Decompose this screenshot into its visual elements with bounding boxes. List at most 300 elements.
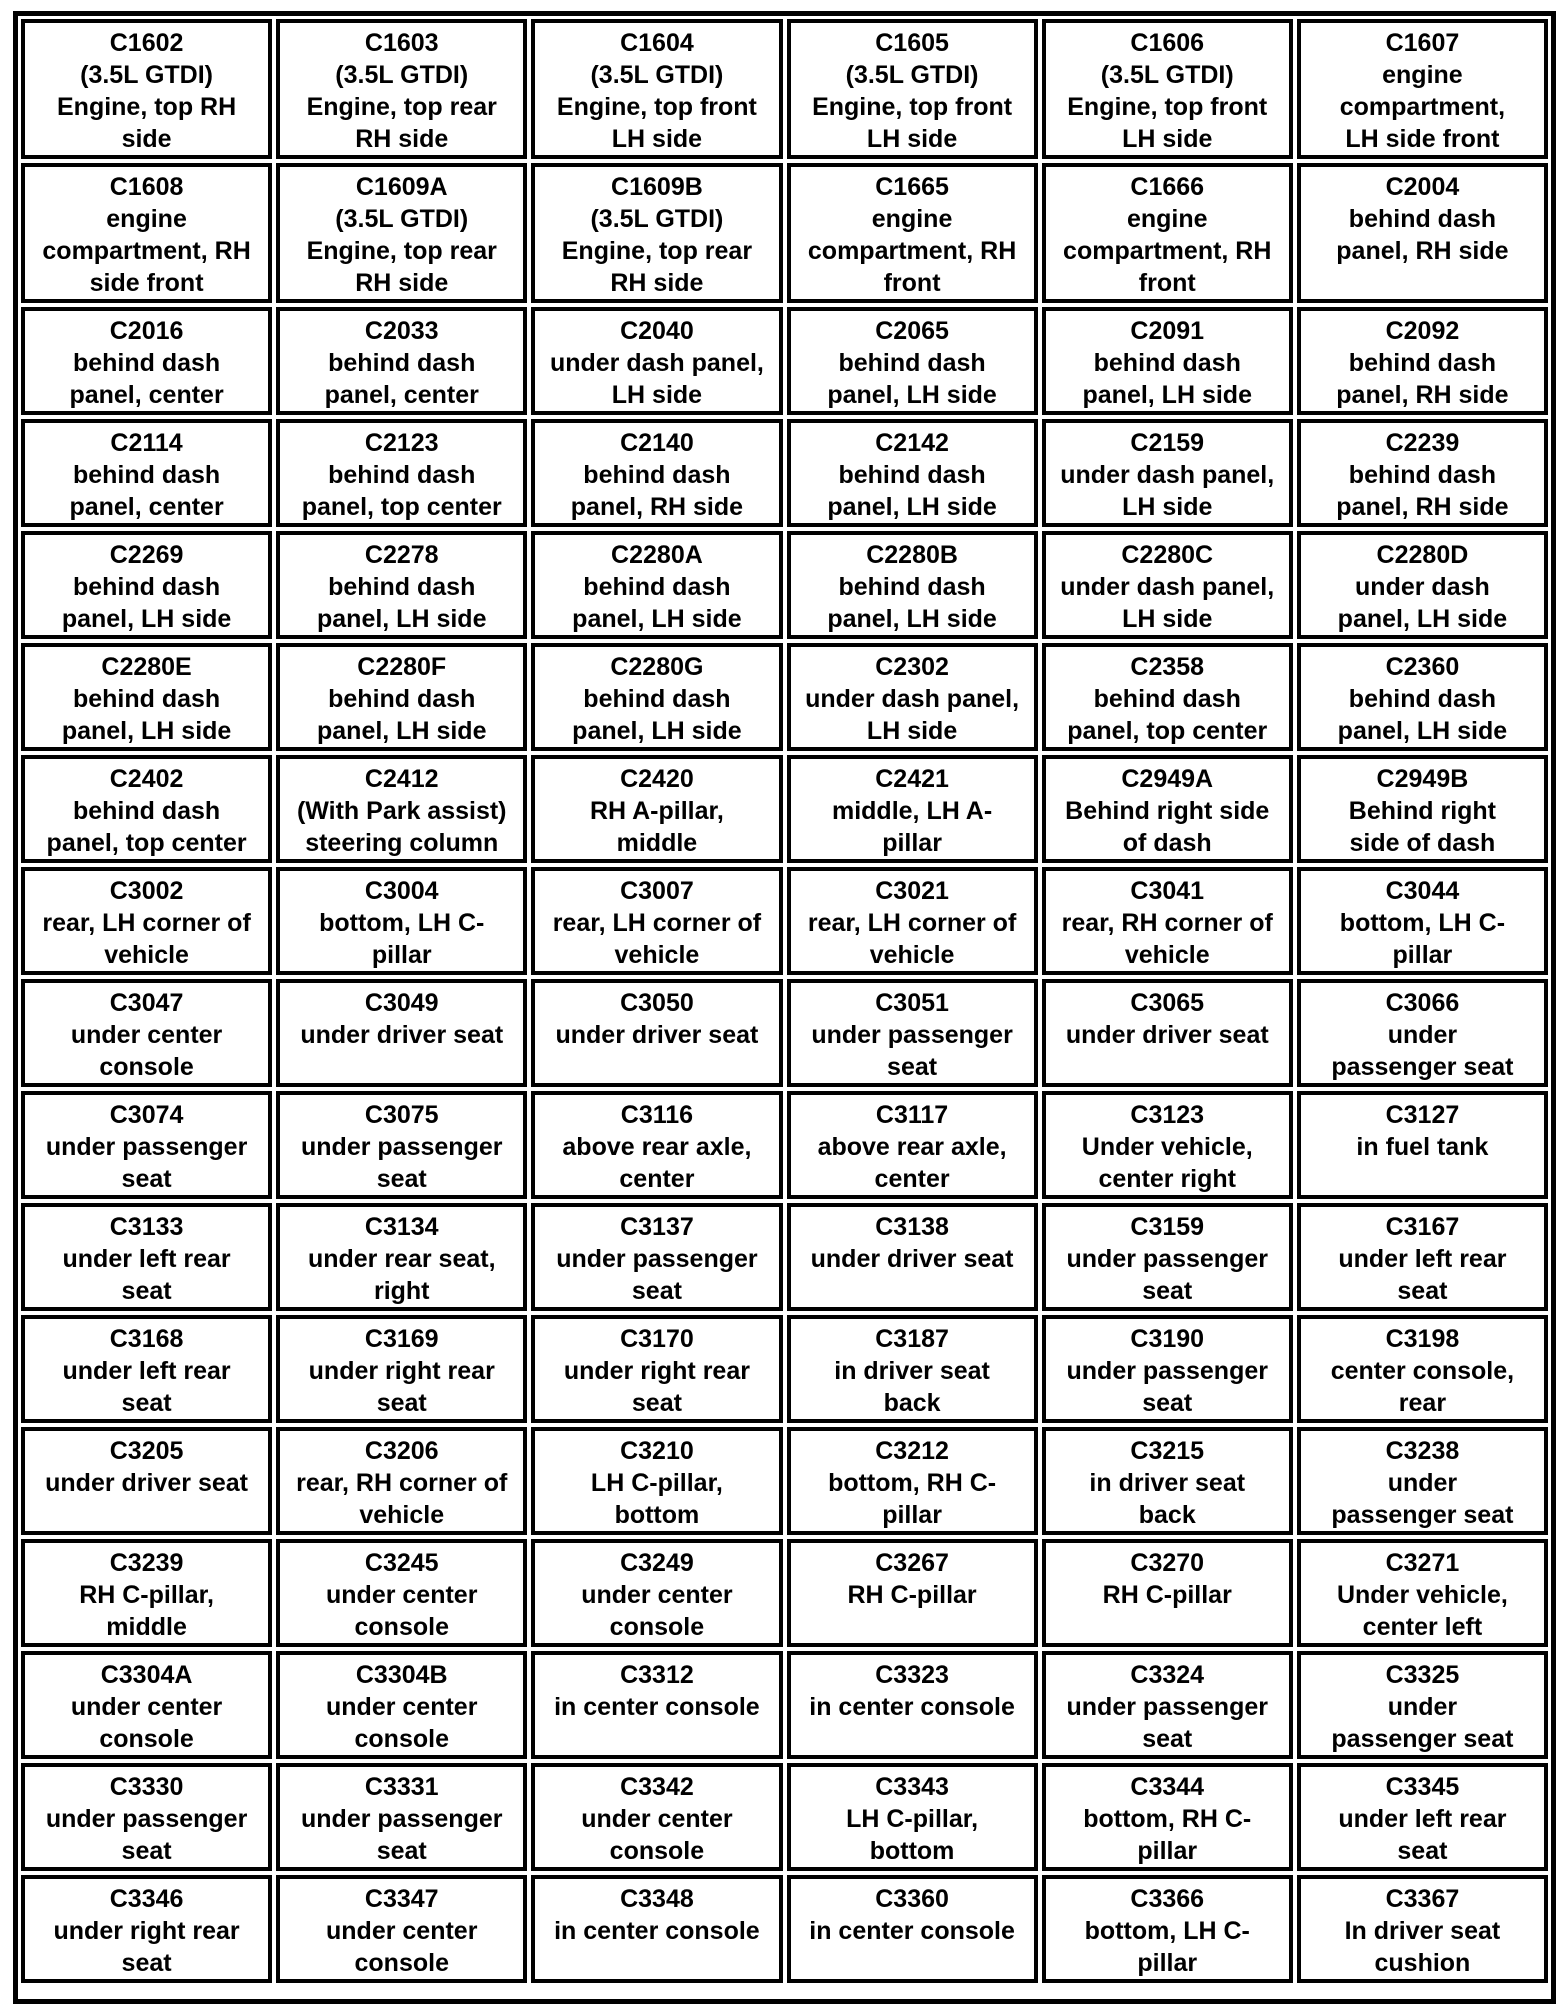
connector-location-text: behind dash — [838, 349, 986, 377]
connector-location-text: in center console — [809, 1917, 1015, 1945]
connector-id: C3330 — [109, 1773, 184, 1801]
connector-cell — [21, 19, 272, 159]
connector-location-text: In driver seat — [1344, 1917, 1501, 1945]
connector-cell — [276, 531, 527, 639]
connector-id: C3270 — [1130, 1549, 1205, 1577]
connector-id: C2239 — [1385, 429, 1460, 457]
connector-cell — [21, 531, 272, 639]
connector-location-text: under passenger — [811, 1021, 1013, 1049]
connector-location-text: Behind right — [1348, 797, 1497, 825]
connector-location-text: seat — [1397, 1837, 1448, 1865]
connector-cell — [276, 1091, 527, 1199]
connector-location-text: under center — [70, 1693, 223, 1721]
connector-location-text: Behind right side — [1065, 797, 1270, 825]
connector-cell — [1297, 1763, 1548, 1871]
connector-id: C1608 — [109, 173, 184, 201]
connector-cell — [1297, 1091, 1548, 1199]
connector-location-text: panel, top center — [46, 829, 247, 857]
connector-id: C2280E — [101, 653, 192, 681]
connector-cell — [1042, 1203, 1293, 1311]
connector-id: C2421 — [875, 765, 949, 793]
connector-cell — [276, 419, 527, 527]
connector-cell — [21, 1315, 272, 1423]
connector-location-text: center console, — [1330, 1357, 1515, 1385]
connector-cell — [21, 1539, 272, 1647]
connector-cell — [21, 307, 272, 415]
connector-id: C2091 — [1130, 317, 1205, 345]
connector-location-text: pillar — [882, 829, 942, 857]
connector-id: C3075 — [364, 1101, 439, 1129]
connector-location-text: seat — [121, 1949, 172, 1977]
connector-cell — [1042, 1427, 1293, 1535]
connector-location-text: (3.5L GTDI) — [590, 205, 724, 233]
connector-location-text: under center — [326, 1693, 478, 1721]
connector-location-text: rear, RH corner of — [296, 1469, 508, 1497]
connector-location-text: RH side — [610, 269, 704, 297]
connector-location-text: behind dash — [1348, 685, 1497, 713]
connector-cell — [531, 1875, 782, 1983]
connector-id: C2360 — [1385, 653, 1460, 681]
connector-location-text: passenger seat — [1331, 1501, 1514, 1529]
connector-cell — [21, 419, 272, 527]
connector-cell — [787, 19, 1038, 159]
connector-location-text: bottom, RH C- — [1083, 1805, 1252, 1833]
connector-id: C2402 — [109, 765, 184, 793]
connector-location-text: seat — [887, 1053, 938, 1081]
connector-location-text: Under vehicle, — [1336, 1581, 1508, 1609]
connector-cell — [1042, 1875, 1293, 1983]
connector-location-text: under left rear — [62, 1357, 231, 1385]
connector-location-text: panel, LH side — [1082, 381, 1252, 409]
connector-id: C2123 — [364, 429, 439, 457]
connector-location-text: RH A-pillar, — [590, 797, 724, 825]
connector-location-text: under driver seat — [1065, 1021, 1269, 1049]
connector-cell — [787, 307, 1038, 415]
connector-location-text: RH side — [355, 269, 449, 297]
connector-location-text: console — [609, 1837, 705, 1865]
connector-location-text: under center — [581, 1805, 733, 1833]
connector-location-text: panel, center — [324, 381, 479, 409]
connector-id: C2004 — [1385, 173, 1460, 201]
connector-location-text: engine — [106, 205, 187, 233]
connector-id: C2412 — [364, 765, 439, 793]
connector-location-text: panel, LH side — [827, 493, 997, 521]
connector-location-text: panel, LH side — [317, 605, 487, 633]
connector-location-text: behind dash — [72, 573, 221, 601]
connector-id: C2065 — [875, 317, 949, 345]
connector-id: C3137 — [620, 1213, 694, 1241]
connector-id: C2280G — [610, 653, 704, 681]
connector-cell — [531, 643, 782, 751]
connector-location-text: panel, LH side — [1337, 717, 1508, 745]
connector-cell — [787, 979, 1038, 1087]
connector-cell — [787, 1539, 1038, 1647]
connector-location-text: console — [354, 1725, 449, 1753]
connector-id: C3348 — [620, 1885, 694, 1913]
connector-location-text: under dash panel, — [1060, 573, 1275, 601]
connector-cell — [787, 643, 1038, 751]
connector-cell — [276, 19, 527, 159]
connector-id: C2949A — [1121, 765, 1214, 793]
connector-location-text: compartment, RH — [1063, 237, 1272, 265]
connector-location-text: compartment, RH — [807, 237, 1017, 265]
connector-location-text: panel, LH side — [61, 717, 232, 745]
connector-cell — [276, 643, 527, 751]
connector-location-text: under passenger — [556, 1245, 758, 1273]
connector-cell — [276, 1651, 527, 1759]
connector-cell — [276, 1539, 527, 1647]
connector-cell — [21, 1091, 272, 1199]
connector-id: C3325 — [1385, 1661, 1460, 1689]
connector-cell — [21, 1651, 272, 1759]
connector-location-text: back — [883, 1389, 941, 1417]
connector-cell — [1042, 643, 1293, 751]
connector-location-text: behind dash — [838, 461, 986, 489]
connector-cell — [276, 1203, 527, 1311]
connector-location-text: console — [99, 1725, 194, 1753]
connector-location-text: under left rear — [1338, 1245, 1507, 1273]
connector-location-text: in center console — [554, 1917, 760, 1945]
connector-cell — [1042, 163, 1293, 303]
connector-cell — [1042, 1091, 1293, 1199]
connector-cell — [21, 867, 272, 975]
connector-id: C3331 — [364, 1773, 439, 1801]
connector-location-text: engine — [1382, 61, 1463, 89]
connector-cell — [531, 307, 782, 415]
connector-location-text: pillar — [371, 941, 432, 969]
connector-id: C3360 — [875, 1885, 949, 1913]
connector-location-text: LH side — [1122, 125, 1213, 153]
connector-id: C3271 — [1385, 1549, 1460, 1577]
connector-cell — [276, 1875, 527, 1983]
connector-id: C2159 — [1130, 429, 1205, 457]
connector-location-text: (With Park assist) — [296, 797, 507, 825]
connector-location-text: rear, LH corner of — [552, 909, 762, 937]
connector-location-text: pillar — [882, 1501, 942, 1529]
connector-cell — [276, 1315, 527, 1423]
connector-location-text: engine — [1126, 205, 1208, 233]
connector-id: C3312 — [620, 1661, 694, 1689]
connector-location-text: (3.5L GTDI) — [335, 61, 469, 89]
connector-id: C1607 — [1385, 29, 1460, 57]
connector-cell — [787, 1427, 1038, 1535]
connector-cell — [1042, 531, 1293, 639]
connector-id: C3044 — [1385, 877, 1460, 905]
connector-id: C1666 — [1130, 173, 1205, 201]
connector-location-text: behind dash — [1348, 349, 1497, 377]
connector-id: C2280A — [611, 541, 703, 569]
connector-location-text: behind dash — [72, 461, 221, 489]
connector-location-text: vehicle — [869, 941, 955, 969]
connector-cell — [531, 1539, 782, 1647]
connector-location-text: behind dash — [72, 685, 221, 713]
connector-location-text: seat — [121, 1165, 172, 1193]
connector-location-table — [13, 11, 1556, 2004]
connector-location-text: (3.5L GTDI) — [845, 61, 979, 89]
connector-location-text: vehicle — [1124, 941, 1210, 969]
connector-location-text: under left rear — [62, 1245, 231, 1273]
connector-cell — [1042, 19, 1293, 159]
connector-cell — [21, 755, 272, 863]
connector-location-text: pillar — [1392, 941, 1453, 969]
connector-cell — [276, 1763, 527, 1871]
connector-id: C3051 — [875, 989, 949, 1017]
connector-id: C3159 — [1130, 1213, 1205, 1241]
connector-id: C3342 — [620, 1773, 694, 1801]
connector-cell — [1297, 1875, 1548, 1983]
connector-location-text: panel, RH side — [570, 493, 744, 521]
connector-cell — [1297, 1539, 1548, 1647]
connector-location-text: seat — [376, 1165, 427, 1193]
connector-cell — [1297, 531, 1548, 639]
connector-id: C3138 — [875, 1213, 949, 1241]
connector-location-text: middle — [106, 1613, 187, 1641]
connector-cell — [1297, 307, 1548, 415]
connector-id: C3116 — [620, 1101, 694, 1129]
connector-location-text: side of dash — [1349, 829, 1496, 857]
connector-location-text: front — [1138, 269, 1196, 297]
connector-id: C3123 — [1130, 1101, 1205, 1129]
connector-location-text: passenger seat — [1331, 1725, 1514, 1753]
connector-location-text: LH side — [866, 717, 958, 745]
connector-location-text: in fuel tank — [1356, 1133, 1489, 1161]
connector-location-text: (3.5L GTDI) — [590, 61, 724, 89]
connector-location-text: front — [883, 269, 941, 297]
connector-location-text: Engine, top front — [812, 93, 1013, 121]
connector-id: C2040 — [620, 317, 694, 345]
connector-location-text: panel, center — [69, 381, 224, 409]
connector-cell — [1042, 979, 1293, 1087]
connector-location-text: behind dash — [328, 573, 476, 601]
connector-location-text: LH side — [1122, 605, 1213, 633]
connector-location-text: console — [354, 1949, 449, 1977]
connector-location-text: RH C-pillar — [1102, 1581, 1232, 1609]
connector-location-text: under rear seat, — [307, 1245, 496, 1273]
connector-location-text: under dash panel, — [1060, 461, 1275, 489]
connector-cell — [1042, 1763, 1293, 1871]
connector-id: C3212 — [875, 1437, 949, 1465]
connector-location-text: Engine, top rear — [561, 237, 753, 265]
connector-id: C3065 — [1130, 989, 1205, 1017]
connector-id: C3267 — [875, 1549, 949, 1577]
connector-location-text: right — [373, 1277, 430, 1305]
connector-location-text: center right — [1098, 1165, 1236, 1193]
connector-location-text: seat — [121, 1837, 172, 1865]
connector-cell — [531, 419, 782, 527]
connector-location-text: (3.5L GTDI) — [1100, 61, 1234, 89]
connector-id: C2949B — [1376, 765, 1469, 793]
connector-id: C2092 — [1385, 317, 1460, 345]
connector-id: C3239 — [109, 1549, 184, 1577]
connector-location-text: bottom — [614, 1501, 700, 1529]
connector-location-text: under center — [581, 1581, 733, 1609]
connector-location-text: passenger seat — [1331, 1053, 1514, 1081]
connector-id: C3021 — [875, 877, 949, 905]
connector-location-text: under left rear — [1338, 1805, 1507, 1833]
connector-cell — [531, 1427, 782, 1535]
connector-location-text: behind dash — [328, 685, 476, 713]
connector-id: C3245 — [364, 1549, 439, 1577]
connector-id: C3210 — [620, 1437, 694, 1465]
connector-cell — [276, 867, 527, 975]
connector-cell — [531, 979, 782, 1087]
connector-location-text: bottom — [869, 1837, 955, 1865]
connector-location-text: bottom, LH C- — [319, 909, 485, 937]
connector-cell — [1042, 1539, 1293, 1647]
connector-location-text: rear, LH corner of — [807, 909, 1017, 937]
connector-cell — [531, 1315, 782, 1423]
connector-cell — [1297, 1651, 1548, 1759]
connector-id: C3205 — [109, 1437, 184, 1465]
connector-location-text: LH C-pillar, — [590, 1469, 723, 1497]
connector-id: C3187 — [875, 1325, 949, 1353]
connector-id: C3238 — [1385, 1437, 1460, 1465]
connector-location-text: panel, LH side — [572, 605, 742, 633]
connector-location-text: behind dash — [1093, 349, 1241, 377]
connector-id: C3007 — [620, 877, 694, 905]
connector-cell — [1297, 755, 1548, 863]
connector-location-text: under right rear — [308, 1357, 495, 1385]
connector-cell — [531, 531, 782, 639]
connector-location-text: (3.5L GTDI) — [335, 205, 469, 233]
connector-location-text: Under vehicle, — [1081, 1133, 1253, 1161]
connector-location-text: under passenger — [1066, 1693, 1268, 1721]
connector-location-text: of dash — [1122, 829, 1212, 857]
connector-location-text: in center console — [554, 1693, 760, 1721]
connector-id: C1609A — [355, 173, 448, 201]
connector-location-text: Engine, top rear — [306, 93, 497, 121]
connector-cell — [787, 1763, 1038, 1871]
connector-id: C3304A — [100, 1661, 193, 1689]
connector-location-text: behind dash — [328, 461, 476, 489]
connector-location-text: behind dash — [583, 685, 731, 713]
connector-id: C1665 — [875, 173, 949, 201]
connector-cell — [276, 755, 527, 863]
connector-id: C1604 — [620, 29, 694, 57]
connector-location-text: (3.5L GTDI) — [80, 61, 214, 89]
connector-location-text: LH side — [611, 125, 703, 153]
connector-id: C3345 — [1385, 1773, 1460, 1801]
connector-cell — [1042, 755, 1293, 863]
connector-cell — [531, 163, 782, 303]
connector-id: C3170 — [620, 1325, 694, 1353]
connector-cell — [787, 1315, 1038, 1423]
connector-id: C3343 — [875, 1773, 949, 1801]
connector-location-text: under passenger — [301, 1133, 503, 1161]
connector-location-text: bottom, LH C- — [1339, 909, 1506, 937]
connector-cell — [787, 1875, 1038, 1983]
connector-location-text: LH side front — [1345, 125, 1500, 153]
connector-cell — [787, 1091, 1038, 1199]
connector-id: C3190 — [1130, 1325, 1205, 1353]
connector-location-text: under passenger — [1066, 1357, 1268, 1385]
connector-location-text: middle, LH A- — [831, 797, 993, 825]
connector-location-text: under — [1387, 1021, 1458, 1049]
connector-location-text: panel, LH side — [827, 605, 997, 633]
connector-location-text: seat — [1142, 1725, 1193, 1753]
connector-location-text: console — [354, 1613, 449, 1641]
connector-location-text: under passenger — [1066, 1245, 1268, 1273]
connector-location-text: seat — [631, 1389, 682, 1417]
connector-location-text: behind dash — [583, 461, 731, 489]
connector-cell — [1297, 163, 1548, 303]
connector-location-text: under passenger — [45, 1805, 248, 1833]
connector-location-text: seat — [1142, 1389, 1193, 1417]
connector-location-text: rear, LH corner of — [42, 909, 251, 937]
connector-cell — [21, 163, 272, 303]
connector-location-text: cushion — [1374, 1949, 1471, 1977]
connector-cell — [1297, 979, 1548, 1087]
connector-location-text: in center console — [809, 1693, 1015, 1721]
connector-location-text: under center — [326, 1581, 478, 1609]
connector-location-text: above rear axle, — [817, 1133, 1007, 1161]
connector-cell — [21, 1875, 272, 1983]
connector-location-text: RH C-pillar — [847, 1581, 977, 1609]
connector-cell — [1297, 419, 1548, 527]
connector-cell — [787, 1203, 1038, 1311]
connector-location-text: seat — [121, 1277, 172, 1305]
connector-location-text: behind dash — [328, 349, 476, 377]
connector-location-text: Engine, top RH — [57, 93, 237, 121]
connector-location-text: pillar — [1137, 1837, 1198, 1865]
connector-location-text: under driver seat — [45, 1469, 248, 1497]
connector-location-text: vehicle — [614, 941, 700, 969]
connector-id: C2140 — [620, 429, 694, 457]
connector-location-text: under passenger — [301, 1805, 503, 1833]
connector-location-text: middle — [616, 829, 698, 857]
connector-location-text: vehicle — [104, 941, 189, 969]
connector-cell — [787, 1651, 1038, 1759]
connector-id: C2420 — [620, 765, 694, 793]
connector-location-text: panel, center — [69, 493, 224, 521]
connector-id: C2280C — [1121, 541, 1214, 569]
connector-id: C3366 — [1130, 1885, 1205, 1913]
connector-cell — [1042, 867, 1293, 975]
connector-location-text: under center — [326, 1917, 478, 1945]
connector-location-text: under center — [70, 1021, 223, 1049]
connector-location-text: panel, top center — [301, 493, 502, 521]
connector-cell — [787, 419, 1038, 527]
connector-location-text: steering column — [305, 829, 499, 857]
connector-location-text: compartment, — [1339, 93, 1506, 121]
connector-id: C3206 — [364, 1437, 439, 1465]
connector-location-text: Engine, top front — [556, 93, 757, 121]
connector-cell — [21, 643, 272, 751]
connector-location-text: panel, LH side — [61, 605, 232, 633]
connector-id: C3002 — [109, 877, 184, 905]
connector-id: C3198 — [1385, 1325, 1460, 1353]
connector-cell — [1042, 419, 1293, 527]
connector-location-text: engine — [871, 205, 953, 233]
connector-id: C3047 — [109, 989, 184, 1017]
connector-id: C3049 — [364, 989, 439, 1017]
connector-location-text: behind dash — [1348, 461, 1497, 489]
connector-location-text: bottom, LH C- — [1084, 1917, 1250, 1945]
connector-cell — [787, 755, 1038, 863]
connector-location-text: behind dash — [72, 349, 221, 377]
connector-location-text: rear — [1398, 1389, 1447, 1417]
connector-id: C2302 — [875, 653, 949, 681]
connector-location-text: seat — [121, 1389, 172, 1417]
connector-cell — [787, 163, 1038, 303]
connector-location-text: panel, LH side — [1337, 605, 1508, 633]
connector-id: C3304B — [355, 1661, 448, 1689]
connector-location-text: panel, RH side — [1336, 381, 1509, 409]
connector-location-text: seat — [376, 1837, 427, 1865]
connector-id: C1603 — [364, 29, 439, 57]
connector-location-text: under dash — [1355, 573, 1490, 601]
connector-location-text: panel, RH side — [1336, 237, 1509, 265]
